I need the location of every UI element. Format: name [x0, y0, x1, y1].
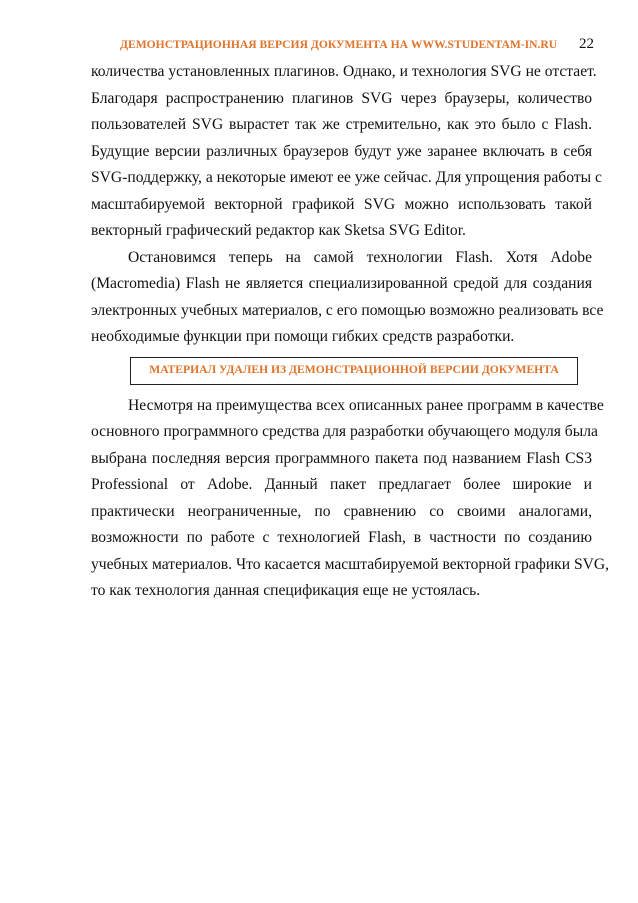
paragraph-2: [91, 245, 604, 351]
page-number: 22: [579, 36, 594, 52]
text-line: (Macromedia) Flash не является специализированной средой для создания: [91, 275, 592, 292]
paragraph-1: [91, 59, 602, 245]
text-line: Несмотря на преимущества всех описанных ранее программ в качестве: [128, 396, 604, 414]
text-line: возможности по работе с технологией Flash, в частности по созданию: [91, 529, 592, 546]
text-line: векторный графический редактор как Sketsa SVG Editor.: [91, 222, 466, 239]
page-header: [0, 35, 638, 55]
text-line: электронных учебных материалов, с его помощью возможно реализовать все: [91, 301, 604, 319]
removed-content-notice: [130, 357, 578, 385]
text-line: Остановимся теперь на самой технологии Flash. Хотя Adobe: [128, 248, 592, 266]
text-line: SVG-поддержку, а некоторые имеют ее уже сейчас. Для упрощения работы с: [91, 169, 602, 186]
removed-content-text: МАТЕРИАЛ УДАЛЕН ИЗ ДЕМОНСТРАЦИОННОЙ ВЕРСИИ ДОКУМЕНТА: [149, 363, 559, 377]
text-line: то как технология данная спецификация еще не устоялась.: [91, 582, 481, 599]
text-line: основного программного средства для разработки обучающего модуля была: [91, 423, 598, 440]
text-line: масштабируемой векторной графикой SVG можно использовать такой: [91, 195, 592, 213]
text-line: Благодаря распространению плагинов SVG через браузеры, количество: [91, 89, 592, 107]
text-line: количества установленных плагинов. Однако, и технология SVG не отстает.: [91, 63, 597, 80]
paragraph-3: [91, 393, 610, 605]
text-line: пользователей SVG вырастет так же стремительно, как это было с Flash.: [91, 116, 592, 133]
demo-watermark-title: ДЕМОНСТРАЦИОННАЯ ВЕРСИЯ ДОКУМЕНТА НА WWW.STUDENTAM-IN.RU: [120, 38, 558, 51]
text-line: необходимые функции при помощи гибких средств разработки.: [91, 328, 515, 345]
text-line: практически неограниченные, по сравнению со своими аналогами,: [91, 502, 592, 520]
text-line: учебных материалов. Что касается масштабируемой векторной графики SVG,: [91, 555, 610, 573]
document-body: [91, 59, 610, 605]
text-line: выбрана последняя версия программного пакета под названием Flash CS3: [91, 449, 592, 467]
text-line: Будущие версии различных браузеров будут уже заранее включать в себя: [91, 142, 592, 160]
text-line: Professional от Adobe. Данный пакет предлагает более широкие и: [91, 476, 592, 493]
